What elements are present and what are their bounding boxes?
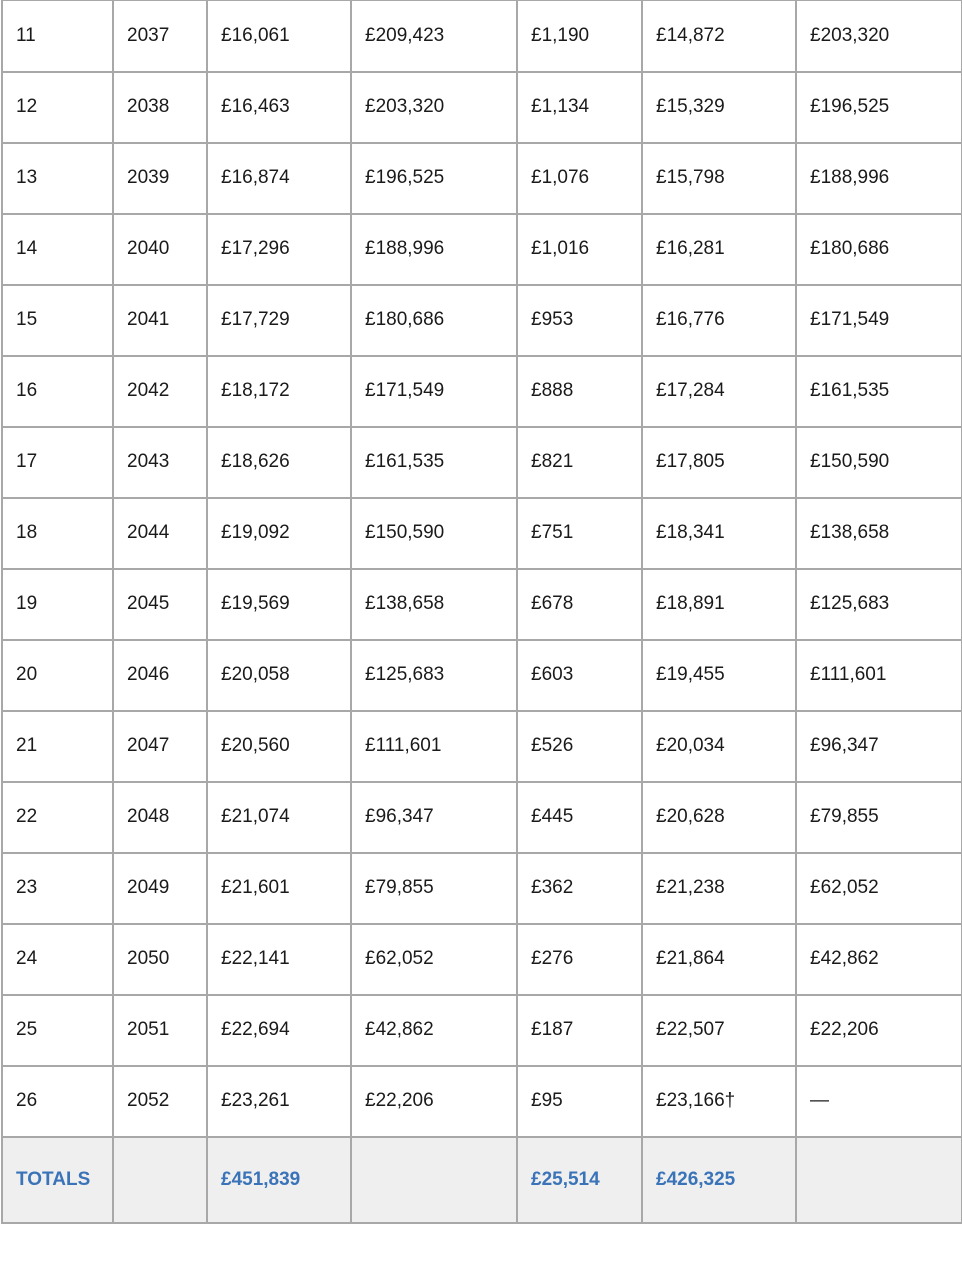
opening-balance-cell: £138,658 <box>351 569 517 640</box>
opening-balance-cell: £209,423 <box>351 1 517 72</box>
payment-cell: £17,729 <box>207 285 351 356</box>
closing-balance-cell: — <box>796 1066 962 1137</box>
row-number-cell: 14 <box>2 214 113 285</box>
year-cell: 2041 <box>113 285 207 356</box>
payment-cell: £21,601 <box>207 853 351 924</box>
year-cell: 2044 <box>113 498 207 569</box>
principal-cell: £22,507 <box>642 995 796 1066</box>
opening-balance-cell: £125,683 <box>351 640 517 711</box>
payment-cell: £22,141 <box>207 924 351 995</box>
table-row <box>2 1 962 72</box>
year-cell: 2048 <box>113 782 207 853</box>
opening-balance-cell: £96,347 <box>351 782 517 853</box>
year-cell: 2042 <box>113 356 207 427</box>
row-number-cell: 15 <box>2 285 113 356</box>
principal-cell: £14,872 <box>642 1 796 72</box>
table-row <box>2 214 962 285</box>
payment-cell: £16,874 <box>207 143 351 214</box>
principal-cell: £16,776 <box>642 285 796 356</box>
interest-cell: £95 <box>517 1066 642 1137</box>
payment-cell: £16,061 <box>207 1 351 72</box>
principal-cell: £20,628 <box>642 782 796 853</box>
closing-balance-cell: £79,855 <box>796 782 962 853</box>
principal-cell: £18,341 <box>642 498 796 569</box>
interest-cell: £526 <box>517 711 642 782</box>
table-row <box>2 285 962 356</box>
table-row <box>2 924 962 995</box>
payment-cell: £19,569 <box>207 569 351 640</box>
opening-balance-cell: £161,535 <box>351 427 517 498</box>
opening-balance-cell: £188,996 <box>351 214 517 285</box>
row-number-cell: 26 <box>2 1066 113 1137</box>
table-row <box>2 498 962 569</box>
closing-balance-cell: £180,686 <box>796 214 962 285</box>
closing-balance-cell: £188,996 <box>796 143 962 214</box>
payment-cell: £16,463 <box>207 72 351 143</box>
row-number-cell: 13 <box>2 143 113 214</box>
table-row <box>2 711 962 782</box>
year-cell: 2037 <box>113 1 207 72</box>
opening-balance-cell: £42,862 <box>351 995 517 1066</box>
table-row <box>2 356 962 427</box>
principal-cell: £21,864 <box>642 924 796 995</box>
payment-cell: £20,058 <box>207 640 351 711</box>
totals-cell <box>113 1137 207 1223</box>
year-cell: 2049 <box>113 853 207 924</box>
row-number-cell: 22 <box>2 782 113 853</box>
payment-cell: £17,296 <box>207 214 351 285</box>
opening-balance-cell: £22,206 <box>351 1066 517 1137</box>
totals-row <box>2 1137 962 1223</box>
totals-cell: £25,514 <box>517 1137 642 1223</box>
table-row <box>2 427 962 498</box>
year-cell: 2046 <box>113 640 207 711</box>
row-number-cell: 11 <box>2 1 113 72</box>
closing-balance-cell: £203,320 <box>796 1 962 72</box>
payment-cell: £21,074 <box>207 782 351 853</box>
row-number-cell: 23 <box>2 853 113 924</box>
interest-cell: £953 <box>517 285 642 356</box>
year-cell: 2043 <box>113 427 207 498</box>
year-cell: 2045 <box>113 569 207 640</box>
year-cell: 2050 <box>113 924 207 995</box>
interest-cell: £678 <box>517 569 642 640</box>
table-row <box>2 72 962 143</box>
table-row <box>2 995 962 1066</box>
row-number-cell: 16 <box>2 356 113 427</box>
payment-cell: £20,560 <box>207 711 351 782</box>
closing-balance-cell: £161,535 <box>796 356 962 427</box>
principal-cell: £17,805 <box>642 427 796 498</box>
totals-label: TOTALS <box>2 1137 113 1223</box>
year-cell: 2047 <box>113 711 207 782</box>
table-row <box>2 569 962 640</box>
principal-cell: £19,455 <box>642 640 796 711</box>
interest-cell: £187 <box>517 995 642 1066</box>
interest-cell: £1,016 <box>517 214 642 285</box>
year-cell: 2051 <box>113 995 207 1066</box>
closing-balance-cell: £125,683 <box>796 569 962 640</box>
interest-cell: £445 <box>517 782 642 853</box>
table-row <box>2 782 962 853</box>
row-number-cell: 21 <box>2 711 113 782</box>
principal-cell: £18,891 <box>642 569 796 640</box>
closing-balance-cell: £42,862 <box>796 924 962 995</box>
opening-balance-cell: £171,549 <box>351 356 517 427</box>
principal-cell: £17,284 <box>642 356 796 427</box>
opening-balance-cell: £79,855 <box>351 853 517 924</box>
year-cell: 2038 <box>113 72 207 143</box>
interest-cell: £821 <box>517 427 642 498</box>
closing-balance-cell: £138,658 <box>796 498 962 569</box>
principal-cell: £16,281 <box>642 214 796 285</box>
opening-balance-cell: £180,686 <box>351 285 517 356</box>
interest-cell: £1,134 <box>517 72 642 143</box>
row-number-cell: 25 <box>2 995 113 1066</box>
payment-cell: £18,626 <box>207 427 351 498</box>
principal-cell: £23,166† <box>642 1066 796 1137</box>
closing-balance-cell: £111,601 <box>796 640 962 711</box>
closing-balance-cell: £150,590 <box>796 427 962 498</box>
year-cell: 2052 <box>113 1066 207 1137</box>
totals-cell: £426,325 <box>642 1137 796 1223</box>
table-body <box>2 1 962 1223</box>
opening-balance-cell: £111,601 <box>351 711 517 782</box>
totals-cell <box>796 1137 962 1223</box>
interest-cell: £362 <box>517 853 642 924</box>
row-number-cell: 12 <box>2 72 113 143</box>
row-number-cell: 19 <box>2 569 113 640</box>
payment-cell: £19,092 <box>207 498 351 569</box>
year-cell: 2039 <box>113 143 207 214</box>
principal-cell: £20,034 <box>642 711 796 782</box>
row-number-cell: 17 <box>2 427 113 498</box>
principal-cell: £21,238 <box>642 853 796 924</box>
closing-balance-cell: £22,206 <box>796 995 962 1066</box>
interest-cell: £603 <box>517 640 642 711</box>
closing-balance-cell: £196,525 <box>796 72 962 143</box>
closing-balance-cell: £96,347 <box>796 711 962 782</box>
interest-cell: £751 <box>517 498 642 569</box>
interest-cell: £276 <box>517 924 642 995</box>
payment-cell: £18,172 <box>207 356 351 427</box>
opening-balance-cell: £62,052 <box>351 924 517 995</box>
table-row <box>2 143 962 214</box>
totals-cell: £451,839 <box>207 1137 351 1223</box>
table-row <box>2 853 962 924</box>
opening-balance-cell: £150,590 <box>351 498 517 569</box>
interest-cell: £1,190 <box>517 1 642 72</box>
principal-cell: £15,329 <box>642 72 796 143</box>
closing-balance-cell: £62,052 <box>796 853 962 924</box>
payment-cell: £23,261 <box>207 1066 351 1137</box>
row-number-cell: 20 <box>2 640 113 711</box>
year-cell: 2040 <box>113 214 207 285</box>
opening-balance-cell: £203,320 <box>351 72 517 143</box>
interest-cell: £888 <box>517 356 642 427</box>
payment-cell: £22,694 <box>207 995 351 1066</box>
row-number-cell: 24 <box>2 924 113 995</box>
row-number-cell: 18 <box>2 498 113 569</box>
table-row <box>2 640 962 711</box>
totals-cell <box>351 1137 517 1223</box>
interest-cell: £1,076 <box>517 143 642 214</box>
opening-balance-cell: £196,525 <box>351 143 517 214</box>
table-row <box>2 1066 962 1137</box>
repayment-table <box>1 0 962 1224</box>
principal-cell: £15,798 <box>642 143 796 214</box>
closing-balance-cell: £171,549 <box>796 285 962 356</box>
